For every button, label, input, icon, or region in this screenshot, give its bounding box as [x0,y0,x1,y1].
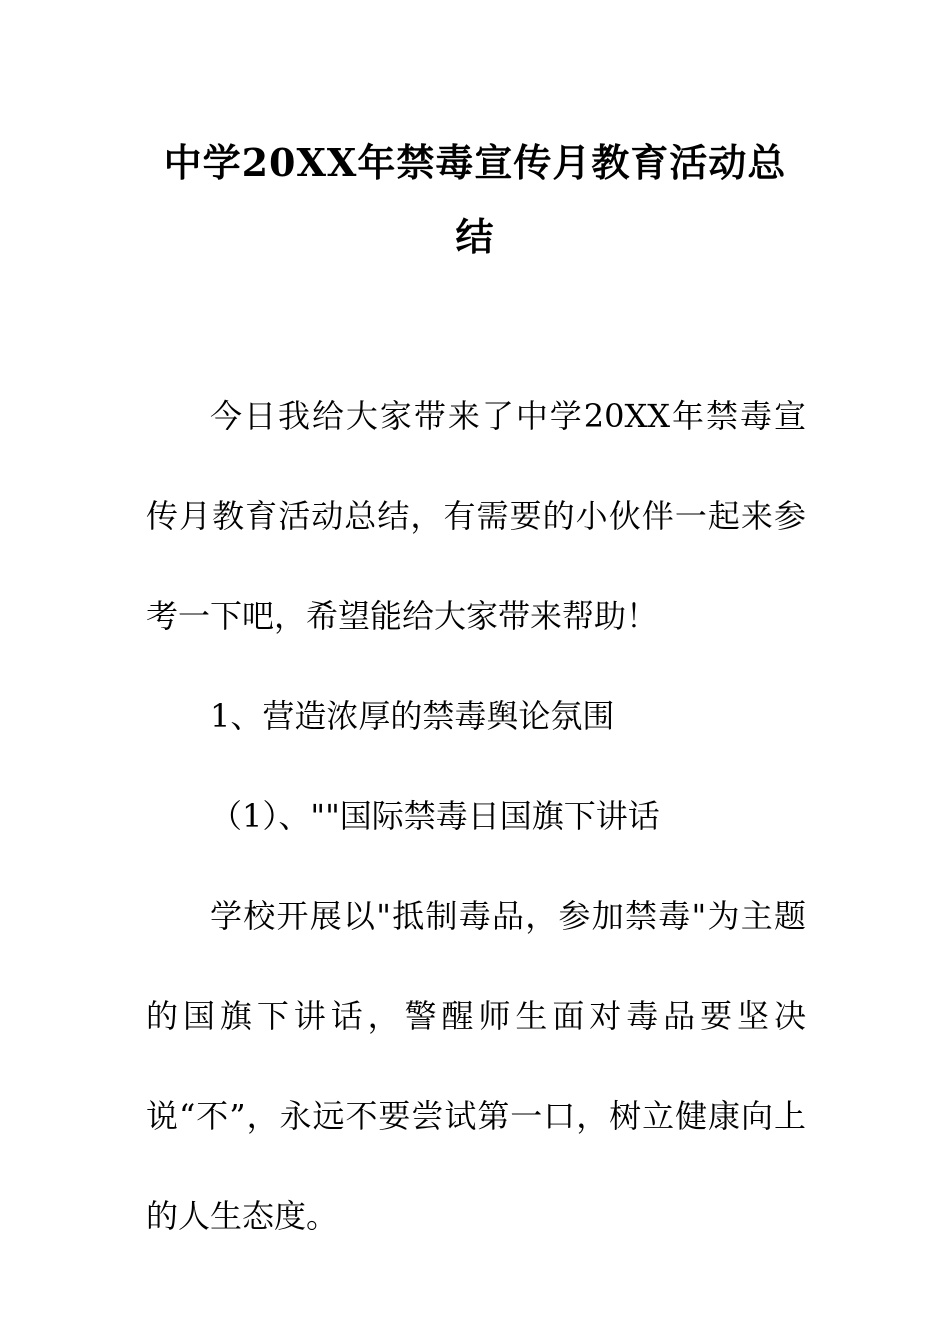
subsection-heading: （1）、""国际禁毒日国旗下讲话 [210,797,660,835]
section-heading: 1、营造浓厚的禁毒舆论氛围 [210,697,615,735]
body-paragraph: 学校开展以"抵制毒品，参加禁毒"为主题的国旗下讲话，警醒师生面对毒品要坚决说“不”，永远不要尝试第一口，树立健康向上的人生态度。 [146,897,806,1235]
document-body [146,366,806,1266]
intro-paragraph: 今日我给大家带来了中学20XX年禁毒宣传月教育活动总结，有需要的小伙伴一起来参考一下吧，希望能给大家带来帮助！ [146,397,806,635]
document-title: 中学20XX年禁毒宣传月教育活动总结 [163,140,787,259]
